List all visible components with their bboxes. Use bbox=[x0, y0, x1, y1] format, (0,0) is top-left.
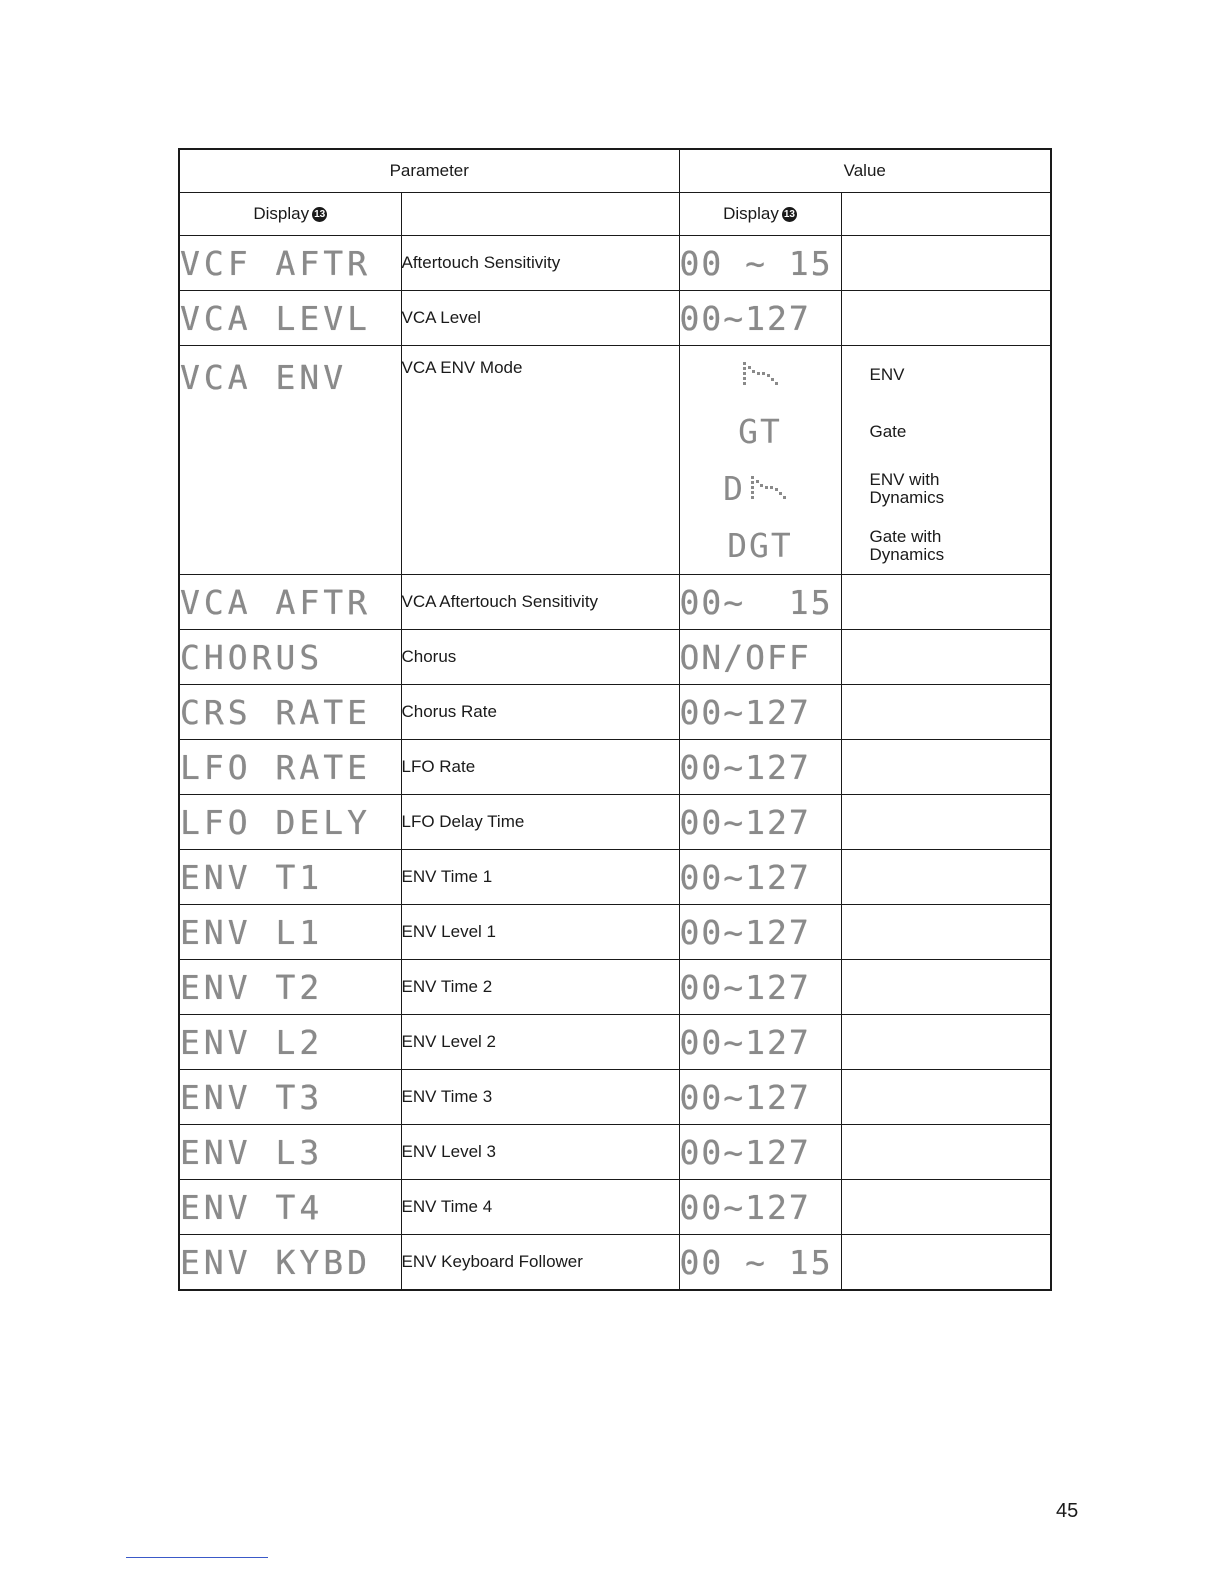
parameter-header: Parameter bbox=[179, 149, 679, 193]
lcd-display: ENV T2 bbox=[179, 960, 401, 1015]
value-range: 00 ~ 15 bbox=[679, 1235, 841, 1291]
parameter-name: ENV Level 1 bbox=[401, 905, 679, 960]
value-desc bbox=[841, 291, 1051, 346]
parameter-name: VCA Aftertouch Sensitivity bbox=[401, 575, 679, 630]
parameter-table-sheet bbox=[178, 148, 1050, 1291]
value-desc bbox=[841, 1235, 1051, 1291]
value-range: 00~127 bbox=[679, 685, 841, 740]
parameter-name: VCA Level bbox=[401, 291, 679, 346]
table-row bbox=[179, 960, 1051, 1015]
value-range: 00~127 bbox=[679, 1015, 841, 1070]
display-header-value: Display 13 bbox=[679, 193, 841, 236]
lcd-display: CRS RATE bbox=[179, 685, 401, 740]
value-desc bbox=[841, 575, 1051, 630]
value-desc bbox=[841, 740, 1051, 795]
table-row bbox=[179, 1015, 1051, 1070]
lcd-display: VCA LEVL bbox=[179, 291, 401, 346]
display-header-parameter: Display 13 bbox=[179, 193, 401, 236]
value-desc bbox=[841, 905, 1051, 960]
value-range: 00~127 bbox=[679, 1070, 841, 1125]
value-range: ON/OFF bbox=[679, 630, 841, 685]
value-range: 00~127 bbox=[679, 960, 841, 1015]
parameter-name: Aftertouch Sensitivity bbox=[401, 236, 679, 291]
lcd-display: VCA AFTR bbox=[179, 575, 401, 630]
value-desc bbox=[841, 1125, 1051, 1180]
env-mode-dgt-display: DGT bbox=[727, 526, 793, 565]
lcd-display: VCF AFTR bbox=[179, 236, 401, 291]
value-range: 00~127 bbox=[679, 291, 841, 346]
value-desc bbox=[841, 236, 1051, 291]
value-range: 00 ~ 15 bbox=[679, 236, 841, 291]
value-range: 00~127 bbox=[679, 1180, 841, 1235]
table-row bbox=[179, 685, 1051, 740]
parameter-name: LFO Rate bbox=[401, 740, 679, 795]
value-desc bbox=[841, 630, 1051, 685]
table-row bbox=[179, 905, 1051, 960]
lcd-display: VCA ENV bbox=[179, 346, 401, 575]
value-desc bbox=[841, 850, 1051, 905]
footer-rule bbox=[126, 1557, 268, 1558]
value-desc bbox=[841, 960, 1051, 1015]
display-marker-icon: 13 bbox=[783, 209, 795, 221]
env-mode-desc: Gate bbox=[869, 421, 907, 441]
table-row bbox=[179, 850, 1051, 905]
env-mode-displays bbox=[679, 346, 841, 575]
value-range: 00~127 bbox=[679, 740, 841, 795]
table-row bbox=[179, 575, 1051, 630]
table-row bbox=[179, 740, 1051, 795]
lcd-display: CHORUS bbox=[179, 630, 401, 685]
lcd-display: ENV T3 bbox=[179, 1070, 401, 1125]
value-range: 00~127 bbox=[679, 850, 841, 905]
env-mode-desc: ENV with Dynamics bbox=[869, 469, 945, 507]
table-row bbox=[179, 236, 1051, 291]
value-range: 00~127 bbox=[679, 1125, 841, 1180]
value-desc bbox=[841, 685, 1051, 740]
parameter-name: ENV Time 3 bbox=[401, 1070, 679, 1125]
parameter-table bbox=[178, 148, 1052, 1291]
env-mode-desc: Gate with Dynamics bbox=[869, 526, 945, 564]
value-range: 00~ 15 bbox=[679, 575, 841, 630]
table-row bbox=[179, 630, 1051, 685]
lcd-display: ENV T4 bbox=[179, 1180, 401, 1235]
value-range: 00~127 bbox=[679, 795, 841, 850]
lcd-display: ENV L3 bbox=[179, 1125, 401, 1180]
env-shape-icon bbox=[747, 472, 797, 506]
env-mode-descriptions bbox=[841, 346, 1051, 575]
value-desc bbox=[841, 1015, 1051, 1070]
env-mode-denv-display: D bbox=[680, 460, 841, 517]
table-row bbox=[179, 795, 1051, 850]
table-row bbox=[179, 1125, 1051, 1180]
parameter-name: ENV Level 3 bbox=[401, 1125, 679, 1180]
table-row-env-mode bbox=[179, 346, 1051, 575]
lcd-display: ENV KYBD bbox=[179, 1235, 401, 1291]
parameter-name: Chorus bbox=[401, 630, 679, 685]
env-mode-desc: ENV bbox=[869, 364, 905, 384]
table-row bbox=[179, 1070, 1051, 1125]
display-marker-icon: 13 bbox=[314, 209, 326, 221]
parameter-name: Chorus Rate bbox=[401, 685, 679, 740]
lcd-display: ENV L2 bbox=[179, 1015, 401, 1070]
table-row bbox=[179, 1235, 1051, 1291]
env-mode-gt-display: GT bbox=[738, 412, 782, 451]
table-row bbox=[179, 291, 1051, 346]
value-desc bbox=[841, 1070, 1051, 1125]
value-header: Value bbox=[679, 149, 1051, 193]
desc-header-blank bbox=[841, 193, 1051, 236]
value-range: 00~127 bbox=[679, 905, 841, 960]
lcd-display: ENV T1 bbox=[179, 850, 401, 905]
name-header-blank bbox=[401, 193, 679, 236]
parameter-name: ENV Level 2 bbox=[401, 1015, 679, 1070]
lcd-display: LFO DELY bbox=[179, 795, 401, 850]
value-desc bbox=[841, 795, 1051, 850]
page-number: 45 bbox=[1056, 1500, 1079, 1522]
value-desc bbox=[841, 1180, 1051, 1235]
env-mode-env-display bbox=[680, 346, 841, 403]
table-row bbox=[179, 1180, 1051, 1235]
lcd-display: LFO RATE bbox=[179, 740, 401, 795]
parameter-name: ENV Time 2 bbox=[401, 960, 679, 1015]
parameter-name: ENV Time 4 bbox=[401, 1180, 679, 1235]
env-shape-icon bbox=[735, 358, 785, 392]
parameter-name: ENV Time 1 bbox=[401, 850, 679, 905]
parameter-name: LFO Delay Time bbox=[401, 795, 679, 850]
lcd-display: ENV L1 bbox=[179, 905, 401, 960]
parameter-name: ENV Keyboard Follower bbox=[401, 1235, 679, 1291]
parameter-name: VCA ENV Mode bbox=[401, 346, 679, 575]
